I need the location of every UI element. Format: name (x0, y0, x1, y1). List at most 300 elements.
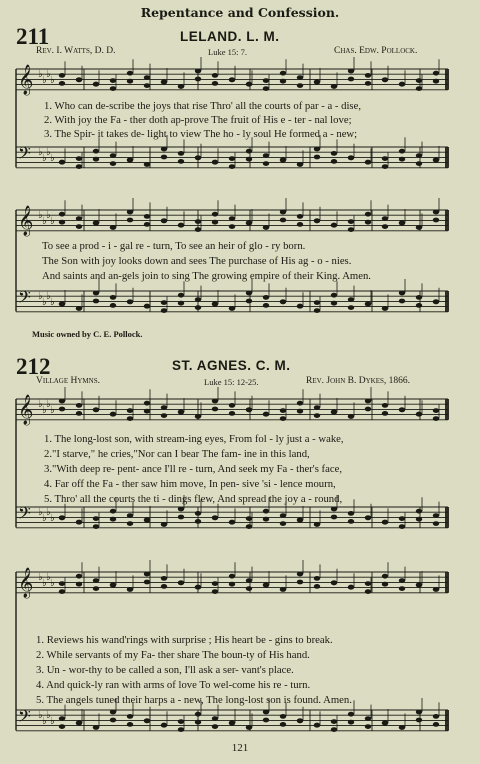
note-head (76, 224, 82, 229)
note-head (212, 724, 218, 729)
note-head (263, 153, 269, 158)
note-head (59, 716, 65, 721)
note-head (93, 82, 99, 87)
note-head (246, 524, 252, 529)
note-head (348, 414, 354, 419)
note-head (195, 519, 201, 524)
note-head (399, 516, 405, 521)
flat-icon: ♭ (50, 216, 55, 227)
note-head (195, 720, 201, 725)
note-head (280, 210, 286, 215)
note-head (110, 710, 116, 715)
note-head (110, 225, 116, 230)
note-head (161, 576, 167, 581)
note-head (195, 77, 201, 82)
note-head (280, 408, 286, 413)
note-head (433, 416, 439, 421)
note-head (297, 580, 303, 585)
note-head (348, 227, 354, 232)
note-head (280, 158, 286, 163)
flat-icon: ♭ (50, 153, 55, 164)
note-head (246, 407, 252, 412)
verse-line: 1. Reviews his wand'rings with surprise ; His heart be - gins to break. (36, 634, 333, 646)
note-head (433, 210, 439, 215)
note-head (76, 520, 82, 525)
note-head (348, 519, 354, 524)
note-head (59, 160, 65, 165)
note-head (399, 291, 405, 296)
note-head (93, 407, 99, 412)
note-head (280, 521, 286, 526)
note-head (76, 411, 82, 416)
note-head (246, 586, 252, 591)
note-head (331, 580, 337, 585)
verse-line: 5. The angels tuned their harps a - new, The long-lost son is found. Amen. (36, 694, 352, 706)
note-head (263, 718, 269, 723)
note-head (365, 73, 371, 78)
note-head (59, 73, 65, 78)
note-head (127, 218, 133, 223)
note-head (127, 210, 133, 215)
note-head (348, 155, 354, 160)
note-head (76, 403, 82, 408)
note-head (127, 158, 133, 163)
note-head (331, 84, 337, 89)
note-head (433, 218, 439, 223)
note-head (433, 408, 439, 413)
note-head (433, 79, 439, 84)
flat-icon: ♭ (46, 710, 51, 721)
verse-line: 3. Un - wor-thy to be called a son, I'll ask a ser- vant's place. (36, 664, 294, 676)
note-head (161, 147, 167, 152)
note-head (195, 69, 201, 74)
note-head (178, 84, 184, 89)
note-head (314, 308, 320, 313)
note-head (110, 161, 116, 166)
note-head (178, 727, 184, 732)
verse-line: 1. Who can de-scribe the joys that rise Thro' all the courts of par - a - dise, (44, 100, 362, 112)
note-head (365, 81, 371, 86)
note-head (314, 155, 320, 160)
note-head (178, 507, 184, 512)
note-head (195, 414, 201, 419)
copyright-note: Music owned by C. E. Pollock. (32, 329, 143, 339)
note-head (416, 225, 422, 230)
flat-icon: ♭ (38, 399, 43, 410)
note-head (110, 509, 116, 514)
note-head (127, 79, 133, 84)
note-head (178, 301, 184, 306)
note-head (263, 295, 269, 300)
flat-icon: ♭ (50, 405, 55, 416)
note-head (416, 161, 422, 166)
note-head (93, 149, 99, 154)
text-author: Rev. I. Watts, D. D. (36, 46, 116, 56)
note-head (433, 158, 439, 163)
note-head (331, 719, 337, 724)
note-head (76, 216, 82, 221)
note-head (263, 78, 269, 83)
note-head (110, 583, 116, 588)
flat-icon: ♭ (38, 147, 43, 158)
note-head (382, 582, 388, 587)
note-head (433, 299, 439, 304)
note-head (195, 305, 201, 310)
note-head (127, 714, 133, 719)
note-head (280, 218, 286, 223)
text-author: Village Hymns. (36, 376, 100, 386)
note-head (365, 160, 371, 165)
note-head (331, 159, 337, 164)
composer: Chas. Edw. Pollock. (334, 46, 418, 56)
note-head (365, 716, 371, 721)
note-head (76, 306, 82, 311)
note-head (93, 578, 99, 583)
note-head (144, 580, 150, 585)
note-head (195, 219, 201, 224)
flat-icon: ♭ (50, 513, 55, 524)
note-head (212, 160, 218, 165)
note-head (144, 401, 150, 406)
note-head (76, 574, 82, 579)
note-head (212, 220, 218, 225)
note-head (144, 572, 150, 577)
flat-icon: ♭ (38, 572, 43, 583)
note-head (382, 224, 388, 229)
note-head (399, 578, 405, 583)
note-head (297, 222, 303, 227)
note-head (348, 712, 354, 717)
note-head (59, 81, 65, 86)
note-head (263, 161, 269, 166)
note-head (229, 306, 235, 311)
note-head (212, 399, 218, 404)
note-head (416, 303, 422, 308)
note-head (246, 157, 252, 162)
flat-icon: ♭ (42, 297, 47, 308)
note-head (263, 710, 269, 715)
note-head (348, 720, 354, 725)
note-head (144, 518, 150, 523)
note-head (331, 410, 337, 415)
note-head (433, 714, 439, 719)
note-head (178, 159, 184, 164)
note-head (263, 517, 269, 522)
note-head (59, 515, 65, 520)
note-head (348, 585, 354, 590)
note-head (433, 722, 439, 727)
note-head (297, 409, 303, 414)
note-head (314, 576, 320, 581)
note-head (399, 221, 405, 226)
flat-icon: ♭ (46, 69, 51, 80)
note-head (365, 399, 371, 404)
note-head (161, 80, 167, 85)
note-head (178, 223, 184, 228)
note-head (416, 583, 422, 588)
note-head (280, 299, 286, 304)
note-head (212, 407, 218, 412)
note-head (416, 718, 422, 723)
flat-icon: ♭ (42, 75, 47, 86)
note-head (144, 162, 150, 167)
note-head (314, 80, 320, 85)
note-head (127, 521, 133, 526)
flat-icon: ♭ (42, 216, 47, 227)
note-head (144, 409, 150, 414)
note-head (365, 589, 371, 594)
note-head (110, 295, 116, 300)
note-head (229, 721, 235, 726)
note-head (297, 718, 303, 723)
note-head (161, 405, 167, 410)
note-head (382, 306, 388, 311)
note-head (382, 721, 388, 726)
note-head (212, 212, 218, 217)
note-head (127, 587, 133, 592)
note-head (93, 725, 99, 730)
hymn-number: 211 (16, 24, 50, 49)
note-head (246, 725, 252, 730)
note-head (246, 578, 252, 583)
note-head (212, 81, 218, 86)
note-head (365, 302, 371, 307)
note-head (433, 71, 439, 76)
note-head (416, 509, 422, 514)
note-head (331, 151, 337, 156)
note-head (365, 724, 371, 729)
verse-line: 4. Far off the Fa - ther saw him move, In pen- sive 'si - lence mourn, (44, 478, 336, 490)
note-head (127, 71, 133, 76)
note-head (93, 299, 99, 304)
note-head (212, 302, 218, 307)
verse-line: 3."With deep re- pent- ance I'll re - turn, And seek my Fa - ther's face, (44, 463, 343, 475)
flat-icon: ♭ (50, 578, 55, 589)
note-head (195, 155, 201, 160)
note-head (110, 718, 116, 723)
verse-line: To see a prod - i - gal re - turn, To see an heir of glo - ry born. (42, 240, 306, 252)
note-head (178, 719, 184, 724)
note-head (59, 589, 65, 594)
note-head (229, 411, 235, 416)
note-head (263, 509, 269, 514)
note-head (127, 299, 133, 304)
note-head (246, 149, 252, 154)
flat-icon: ♭ (42, 153, 47, 164)
note-head (433, 513, 439, 518)
note-head (144, 75, 150, 80)
note-head (331, 727, 337, 732)
scripture-ref: Luke 15: 12-25. (204, 377, 259, 387)
note-head (280, 71, 286, 76)
note-head (314, 300, 320, 305)
note-head (93, 524, 99, 529)
verse-line: 4. And quick-ly ran with arms of love To wel-come his re - turn. (36, 679, 311, 691)
note-head (93, 516, 99, 521)
note-head (59, 220, 65, 225)
flat-icon: ♭ (38, 291, 43, 302)
note-head (416, 153, 422, 158)
verse-line: And saints and an-gels join to sing The growing empire of their King. Amen. (42, 270, 371, 282)
note-head (416, 412, 422, 417)
flat-icon: ♭ (38, 710, 43, 721)
note-head (416, 517, 422, 522)
verse-line: 5. Thro' all the courts the ti - dings flew, And spread the joy a - round, (44, 493, 343, 505)
bass-clef-icon: 𝄢 (18, 503, 31, 527)
note-head (161, 308, 167, 313)
bass-clef-icon: 𝄢 (18, 143, 31, 167)
note-head (127, 722, 133, 727)
note-head (399, 586, 405, 591)
note-head (416, 295, 422, 300)
note-head (229, 164, 235, 169)
note-head (178, 515, 184, 520)
note-head (195, 297, 201, 302)
note-head (59, 407, 65, 412)
note-head (433, 521, 439, 526)
note-head (161, 522, 167, 527)
note-head (416, 86, 422, 91)
note-head (229, 520, 235, 525)
note-head (297, 401, 303, 406)
note-head (382, 403, 388, 408)
flat-icon: ♭ (42, 513, 47, 524)
note-head (280, 722, 286, 727)
flat-icon: ♭ (50, 716, 55, 727)
note-head (399, 524, 405, 529)
note-head (348, 511, 354, 516)
note-head (110, 412, 116, 417)
note-head (161, 584, 167, 589)
note-head (348, 297, 354, 302)
note-head (416, 78, 422, 83)
note-head (399, 149, 405, 154)
note-head (93, 157, 99, 162)
note-head (195, 712, 201, 717)
verse-line: 1. The long-lost son, with stream-ing eyes, From fol - ly just a - wake, (44, 433, 344, 445)
note-head (195, 511, 201, 516)
note-head (127, 416, 133, 421)
flat-icon: ♭ (38, 69, 43, 80)
note-head (297, 83, 303, 88)
verse-line: The Son with joy looks down and sees The purchase of His ag - o - nies. (42, 255, 352, 267)
note-head (348, 69, 354, 74)
note-head (382, 77, 388, 82)
bass-clef-icon: 𝄢 (18, 287, 31, 311)
note-head (280, 79, 286, 84)
verse-line: 2. With joy the Fa - ther doth ap-prove The fruit of His e - ter - nal love; (44, 114, 352, 126)
bass-clef-icon: 𝄢 (18, 706, 31, 730)
flat-icon: ♭ (42, 405, 47, 416)
note-head (331, 301, 337, 306)
page-number: 121 (231, 742, 249, 754)
flat-icon: ♭ (46, 507, 51, 518)
note-head (110, 153, 116, 158)
note-head (365, 407, 371, 412)
treble-clef-icon: 𝄞 (18, 65, 34, 95)
note-head (212, 515, 218, 520)
note-head (314, 522, 320, 527)
note-head (263, 303, 269, 308)
note-head (59, 302, 65, 307)
note-head (433, 587, 439, 592)
note-head (212, 716, 218, 721)
treble-clef-icon: 𝄞 (18, 206, 34, 236)
note-head (212, 589, 218, 594)
flat-icon: ♭ (46, 147, 51, 158)
note-head (59, 399, 65, 404)
note-head (144, 222, 150, 227)
note-head (331, 515, 337, 520)
flat-icon: ♭ (46, 291, 51, 302)
note-head (297, 572, 303, 577)
note-head (331, 507, 337, 512)
note-head (229, 403, 235, 408)
scripture-ref: Luke 15: 7. (208, 47, 247, 57)
note-head (314, 147, 320, 152)
note-head (416, 710, 422, 715)
note-head (348, 305, 354, 310)
note-head (229, 156, 235, 161)
note-head (76, 156, 82, 161)
note-head (161, 723, 167, 728)
note-head (246, 516, 252, 521)
note-head (76, 164, 82, 169)
note-head (110, 86, 116, 91)
verse-line: 2. While servants of my Fa- ther share The boun-ty of His hand. (36, 649, 310, 661)
note-head (365, 581, 371, 586)
note-head (348, 219, 354, 224)
note-head (161, 218, 167, 223)
note-head (110, 517, 116, 522)
note-head (280, 513, 286, 518)
note-head (76, 582, 82, 587)
note-head (314, 405, 320, 410)
note-head (382, 164, 388, 169)
note-head (399, 82, 405, 87)
flat-icon: ♭ (50, 297, 55, 308)
hymn-number: 212 (16, 354, 51, 379)
note-head (127, 513, 133, 518)
note-head (297, 75, 303, 80)
flat-icon: ♭ (46, 399, 51, 410)
composer: Rev. John B. Dykes, 1866. (306, 376, 411, 386)
note-head (314, 723, 320, 728)
note-head (263, 412, 269, 417)
note-head (314, 218, 320, 223)
note-head (280, 714, 286, 719)
note-head (263, 225, 269, 230)
note-head (195, 227, 201, 232)
note-head (297, 162, 303, 167)
note-head (93, 291, 99, 296)
note-head (195, 585, 201, 590)
note-head (365, 515, 371, 520)
note-head (399, 725, 405, 730)
note-head (297, 304, 303, 309)
flat-icon: ♭ (38, 210, 43, 221)
note-head (399, 157, 405, 162)
verse-line: 2."I starve," he cries,"Nor can I bear The fam- ine in this land, (44, 448, 310, 460)
flat-icon: ♭ (50, 75, 55, 86)
note-head (76, 77, 82, 82)
tune-name: LELAND. L. M. (180, 29, 280, 44)
note-head (399, 299, 405, 304)
note-head (263, 86, 269, 91)
note-head (280, 587, 286, 592)
flat-icon: ♭ (46, 572, 51, 583)
note-head (382, 520, 388, 525)
